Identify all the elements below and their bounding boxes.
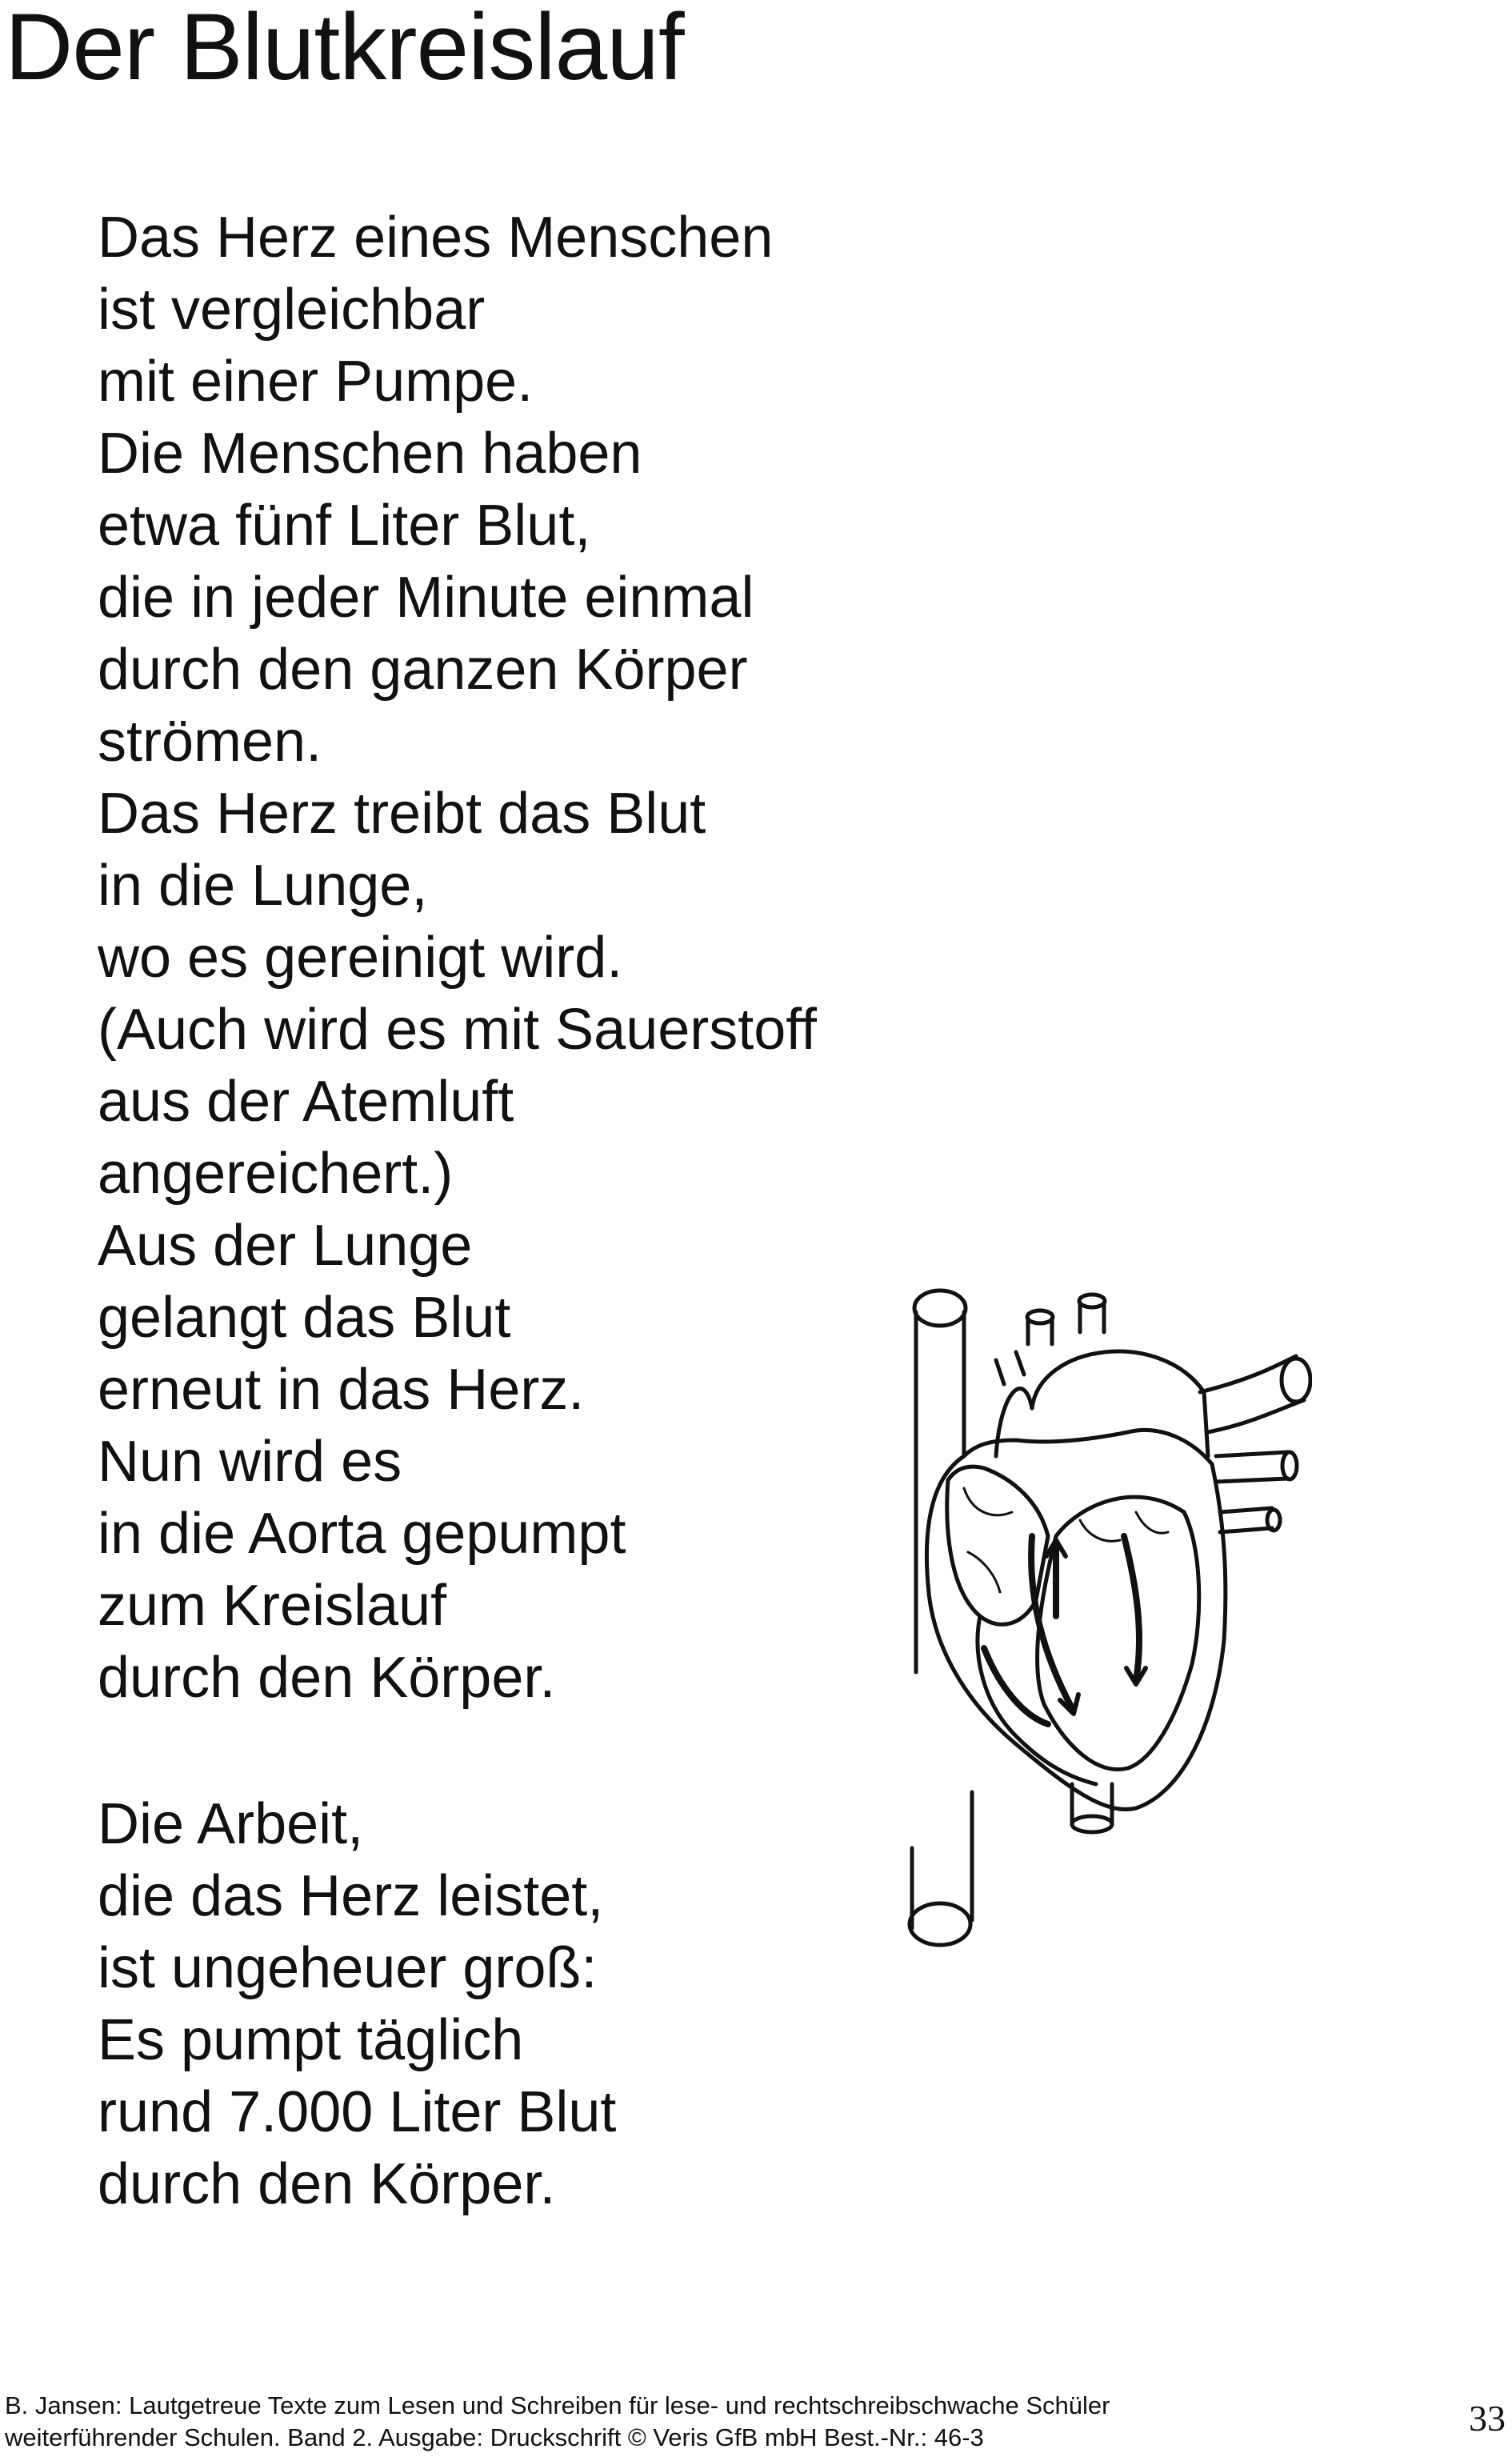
text-line: wo es gereinigt wird. [98, 926, 623, 990]
text-line: durch den Körper. [98, 2152, 556, 2216]
text-line: in die Lunge, [98, 854, 428, 918]
text-line: durch den Körper. [98, 1646, 556, 1710]
text-line: (Auch wird es mit Sauerstoff [98, 998, 818, 1062]
text-line: durch den ganzen Körper [98, 638, 748, 702]
heart-anatomy-icon [896, 1272, 1312, 1960]
text-line: in die Aorta gepumpt [98, 1502, 626, 1566]
footer-line-1: B. Jansen: Lautgetreue Texte zum Lesen und Schreiben für lese- und rechtschreibschwache Schüler [5, 2391, 1110, 2419]
footer [5, 2390, 1110, 2454]
text-line: Es pumpt täglich [98, 2008, 524, 2072]
paragraph-2 [98, 1788, 616, 2220]
text-line: erneut in das Herz. [98, 1358, 585, 1422]
text-line: Das Herz treibt das Blut [98, 782, 706, 846]
text-line: zum Kreislauf [98, 1574, 447, 1638]
text-line: die in jeder Minute einmal [98, 566, 754, 630]
page-number: 33 [1469, 2398, 1506, 2439]
paragraph-1 [98, 202, 817, 1714]
text-line: mit einer Pumpe. [98, 350, 534, 414]
text-line: strömen. [98, 710, 322, 774]
text-line: rund 7.000 Liter Blut [98, 2080, 617, 2144]
text-line: Nun wird es [98, 1430, 402, 1494]
text-line: Die Menschen haben [98, 422, 642, 486]
text-line: Die Arbeit, [98, 1792, 364, 1856]
text-line: ist vergleichbar [98, 278, 486, 342]
text-line: angereichert.) [98, 1142, 454, 1206]
text-line: die das Herz leistet, [98, 1864, 604, 1928]
footer-line-2: weiterführender Schulen. Band 2. Ausgabe: Druckschrift © Veris GfB mbH Best.-Nr.: 46-3 [5, 2423, 984, 2451]
text-line: ist ungeheuer groß: [98, 1936, 598, 2000]
text-line: etwa fünf Liter Blut, [98, 494, 591, 558]
text-line: gelangt das Blut [98, 1286, 511, 1350]
text-line: Aus der Lunge [98, 1214, 473, 1278]
text-line: Das Herz eines Menschen [98, 206, 774, 270]
text-line: aus der Atemluft [98, 1070, 514, 1134]
page-title: Der Blutkreislauf [5, 0, 684, 100]
